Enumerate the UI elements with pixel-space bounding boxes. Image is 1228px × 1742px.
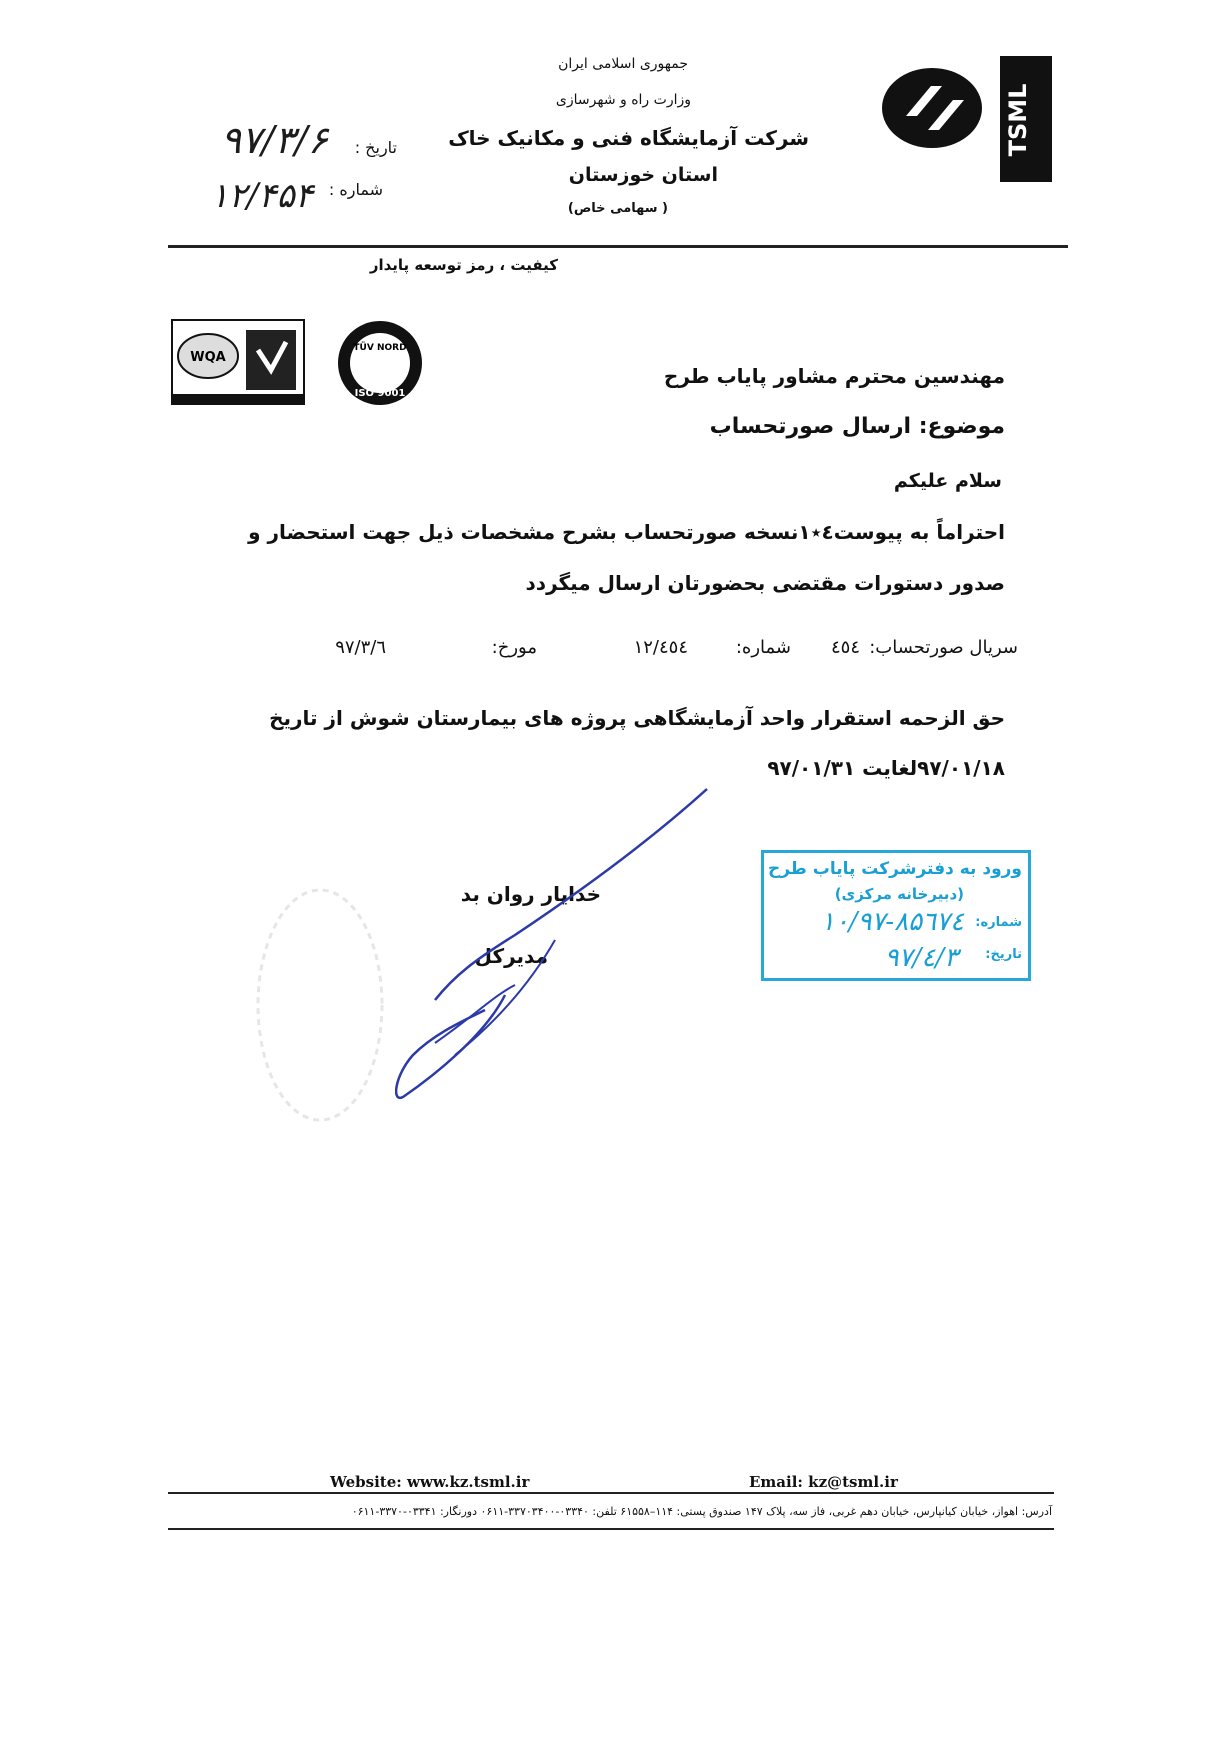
faint-seal bbox=[240, 880, 400, 1130]
number-label: شماره : bbox=[328, 180, 383, 199]
letter-subject: موضوع: ارسال صورتحساب bbox=[709, 414, 1005, 439]
invoice-serial-label: سریال صورتحساب: bbox=[869, 637, 1018, 658]
invoice-description-line-1: حق الزحمه استقرار واحد آزمایشگاهی پروژه های بیمارستان شوش از تاریخ bbox=[269, 706, 1005, 730]
tuv-text: TÜV NORD bbox=[353, 343, 407, 353]
iso-text: ISO 9001 bbox=[354, 388, 406, 399]
invoice-serial-value: ٤٥٤ bbox=[830, 637, 860, 658]
header-province: استان خوزستان bbox=[568, 164, 718, 186]
faint-seal-ring bbox=[258, 890, 382, 1120]
date-label: تاریخ : bbox=[354, 138, 397, 157]
accreditation-mark bbox=[246, 330, 296, 390]
date-value-handwritten: ۹۷/۳/۶ bbox=[220, 118, 328, 162]
tuv-seal-inner bbox=[350, 333, 410, 393]
signer-name: خدایار روان بد bbox=[460, 882, 601, 906]
certification-logos bbox=[170, 318, 426, 410]
stamp-subtitle: (دبیرخانه مرکزی) bbox=[834, 885, 964, 903]
tsml-logo bbox=[876, 56, 1058, 184]
footer-website: Website: www.kz.tsml.ir bbox=[330, 1473, 530, 1491]
letter-paragraph-line-2: صدور دستورات مقتضی بحضورتان ارسال میگردد bbox=[525, 571, 1005, 595]
handwritten-signature bbox=[395, 785, 715, 1105]
stamp-number-value: ۱۰/۹۷-۸۵٦٧٤ bbox=[820, 907, 964, 937]
footer-divider-bottom bbox=[168, 1528, 1054, 1530]
invoice-description-line-2: ۹۷/۰۱/۱۸لغایت ۹۷/۰۱/۳۱ bbox=[767, 756, 1005, 780]
letter-paragraph-line-1: احتراماً به پیوست٤٭۱نسخه صورتحساب بشرح مشخصات ذیل جهت استحضار و bbox=[248, 520, 1005, 544]
stamp-date-value: ۹۷/٤/۳ bbox=[884, 943, 958, 973]
header-divider bbox=[168, 245, 1068, 248]
letter-recipient: مهندسین محترم مشاور پایاب طرح bbox=[663, 364, 1005, 388]
number-value-handwritten: ۱۲/۴۵۴ bbox=[210, 176, 313, 216]
invoice-dated-value: ۹۷/۳/٦ bbox=[335, 637, 386, 658]
header-ministry: وزارت راه و شهرسازی bbox=[555, 92, 691, 108]
slogan: کیفیت ، رمز توسعه پایدار bbox=[369, 256, 558, 274]
footer-address: آدرس: اهواز، خیابان کیانپارس، خیابان دهم غربی، فاز سه، پلاک ۱۴۷ صندوق پستی: ۱۱۴–۶۱۵۵۸ تلفن: ۰۳۳۴۰-۳۳۷۰۳۴۰۰-۰۶۱۱ دورنگار: ۰۳۳۴۱-۳۳۷۰-۰۶۱۱ bbox=[351, 1505, 1052, 1518]
footer-email: Email: kz@tsml.ir bbox=[749, 1473, 898, 1491]
tsml-logo-circle bbox=[882, 68, 982, 148]
received-stamp bbox=[761, 850, 1031, 981]
invoice-number-label: شماره: bbox=[735, 637, 791, 658]
header-company-name: شرکت آزمایشگاه فنی و مکانیک خاک bbox=[448, 126, 809, 150]
stamp-number-label: شماره: bbox=[975, 915, 1022, 930]
wqa-text: WQA bbox=[190, 350, 226, 365]
stamp-title: ورود به دفترشرکت پایاب طرح bbox=[767, 859, 1022, 879]
letter-greeting: سلام علیکم bbox=[893, 470, 1002, 492]
footer-divider-top bbox=[168, 1492, 1054, 1494]
stamp-date-label: تاریخ: bbox=[985, 947, 1022, 962]
wqa-strip bbox=[172, 394, 304, 404]
tsml-logo-text: TSML bbox=[1004, 83, 1032, 157]
invoice-number-value: ۱۲/٤٥٤ bbox=[633, 637, 688, 658]
signer-role: مدیرکل bbox=[474, 944, 548, 968]
header-company-type: ( سهامی خاص) bbox=[567, 201, 668, 216]
invoice-dated-label: مورخ: bbox=[491, 637, 537, 658]
header-government: جمهوری اسلامی ایران bbox=[558, 56, 688, 72]
